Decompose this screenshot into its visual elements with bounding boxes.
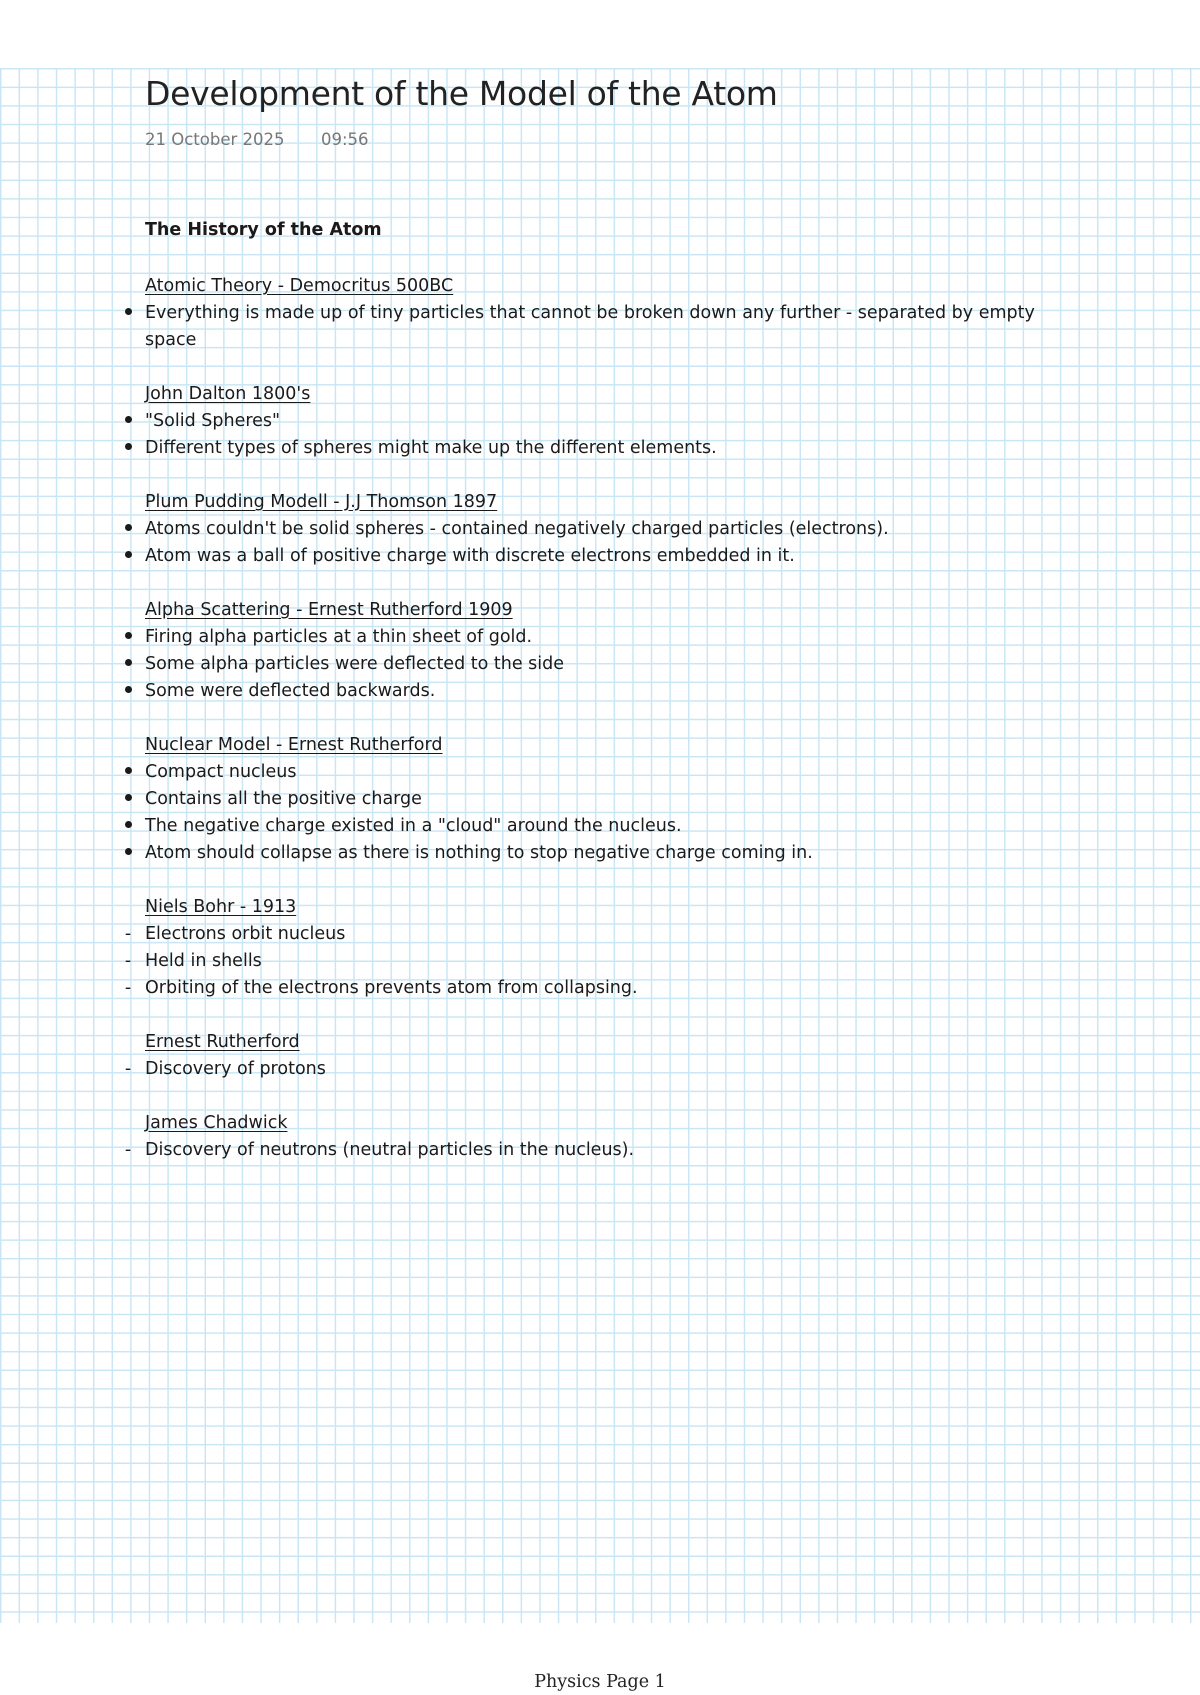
dash-marker-icon: - — [124, 951, 132, 971]
block-heading: Alpha Scattering - Ernest Rutherford 1909 — [145, 600, 513, 620]
bullet-list — [145, 624, 1065, 705]
bullet-marker-icon — [121, 543, 135, 570]
dash-list — [124, 1056, 1065, 1083]
note-block — [124, 1029, 1065, 1083]
list-item — [145, 624, 1065, 651]
bullet-list — [145, 759, 1065, 867]
list-item — [145, 840, 1065, 867]
list-item-text: Some were deflected backwards. — [145, 681, 436, 701]
list-item-text: Different types of spheres might make up the different elements. — [145, 438, 717, 458]
block-heading: James Chadwick — [145, 1113, 288, 1133]
list-item-text: Contains all the positive charge — [145, 789, 422, 809]
bullet-marker-icon — [121, 624, 135, 651]
list-item — [145, 435, 1065, 462]
list-item-text: Atoms couldn't be solid spheres - contained negatively charged particles (electrons). — [145, 519, 889, 539]
bullet-marker-icon — [121, 759, 135, 786]
note-block — [124, 894, 1065, 1002]
bullet-marker-icon — [121, 678, 135, 705]
list-item-text: Compact nucleus — [145, 762, 297, 782]
list-item — [124, 975, 1065, 1002]
list-item-text: Atom should collapse as there is nothing to stop negative charge coming in. — [145, 843, 813, 863]
dash-marker-icon: - — [124, 1059, 132, 1079]
list-item — [145, 678, 1065, 705]
note-time: 09:56 — [321, 130, 369, 149]
dash-list — [124, 921, 1065, 1002]
note-block — [145, 489, 1065, 570]
list-item — [145, 516, 1065, 543]
list-item — [124, 1137, 1065, 1164]
list-item-text: Some alpha particles were deflected to the side — [145, 654, 565, 674]
bullet-marker-icon — [121, 840, 135, 867]
block-heading: Nuclear Model - Ernest Rutherford — [145, 735, 443, 755]
bullet-marker-icon — [121, 651, 135, 678]
dash-marker-icon: - — [124, 978, 132, 998]
list-item — [145, 651, 1065, 678]
bullet-marker-icon — [121, 786, 135, 813]
block-heading: John Dalton 1800's — [145, 384, 311, 404]
list-item — [145, 300, 1065, 354]
block-heading: Atomic Theory - Democritus 500BC — [145, 276, 454, 296]
bullet-marker-icon — [121, 300, 135, 327]
page-title: Development of the Model of the Atom — [145, 74, 778, 113]
list-item — [124, 948, 1065, 975]
list-item — [124, 1056, 1065, 1083]
dash-marker-icon: - — [124, 1140, 132, 1160]
list-item-text: Atom was a ball of positive charge with discrete electrons embedded in it. — [145, 546, 795, 566]
bullet-list — [145, 408, 1065, 462]
note-block — [145, 273, 1065, 354]
list-item — [145, 408, 1065, 435]
block-heading: Plum Pudding Modell - J.J Thomson 1897 — [145, 492, 498, 512]
list-item-text: Held in shells — [145, 951, 262, 971]
list-item — [145, 786, 1065, 813]
note-block — [145, 381, 1065, 462]
list-item-text: Discovery of neutrons (neutral particles in the nucleus). — [145, 1140, 635, 1160]
list-item-text: Electrons orbit nucleus — [145, 924, 346, 944]
list-item-text: Orbiting of the electrons prevents atom from collapsing. — [145, 978, 638, 998]
dash-list — [124, 1137, 1065, 1164]
list-item-text: Everything is made up of tiny particles that cannot be broken down any further - separated by empty space — [145, 303, 1035, 350]
page-footer: Physics Page 1 — [534, 1672, 666, 1692]
bullet-marker-icon — [121, 435, 135, 462]
section-heading: The History of the Atom — [145, 220, 382, 240]
dash-marker-icon: - — [124, 924, 132, 944]
list-item-text: Discovery of protons — [145, 1059, 326, 1079]
note-block — [145, 597, 1065, 705]
bullet-marker-icon — [121, 408, 135, 435]
list-item — [145, 813, 1065, 840]
list-item — [145, 543, 1065, 570]
bullet-marker-icon — [121, 516, 135, 543]
list-item-text: Firing alpha particles at a thin sheet of gold. — [145, 627, 533, 647]
block-heading: Niels Bohr - 1913 — [145, 897, 297, 917]
note-block — [124, 1110, 1065, 1164]
block-heading: Ernest Rutherford — [145, 1032, 300, 1052]
bullet-marker-icon — [121, 813, 135, 840]
note-body — [124, 273, 1065, 1191]
list-item-text: "Solid Spheres" — [145, 411, 281, 431]
list-item-text: The negative charge existed in a "cloud" around the nucleus. — [145, 816, 682, 836]
bullet-list — [145, 300, 1065, 354]
note-date: 21 October 2025 — [145, 130, 285, 149]
note-block — [145, 732, 1065, 867]
list-item — [145, 759, 1065, 786]
bullet-list — [145, 516, 1065, 570]
list-item — [124, 921, 1065, 948]
